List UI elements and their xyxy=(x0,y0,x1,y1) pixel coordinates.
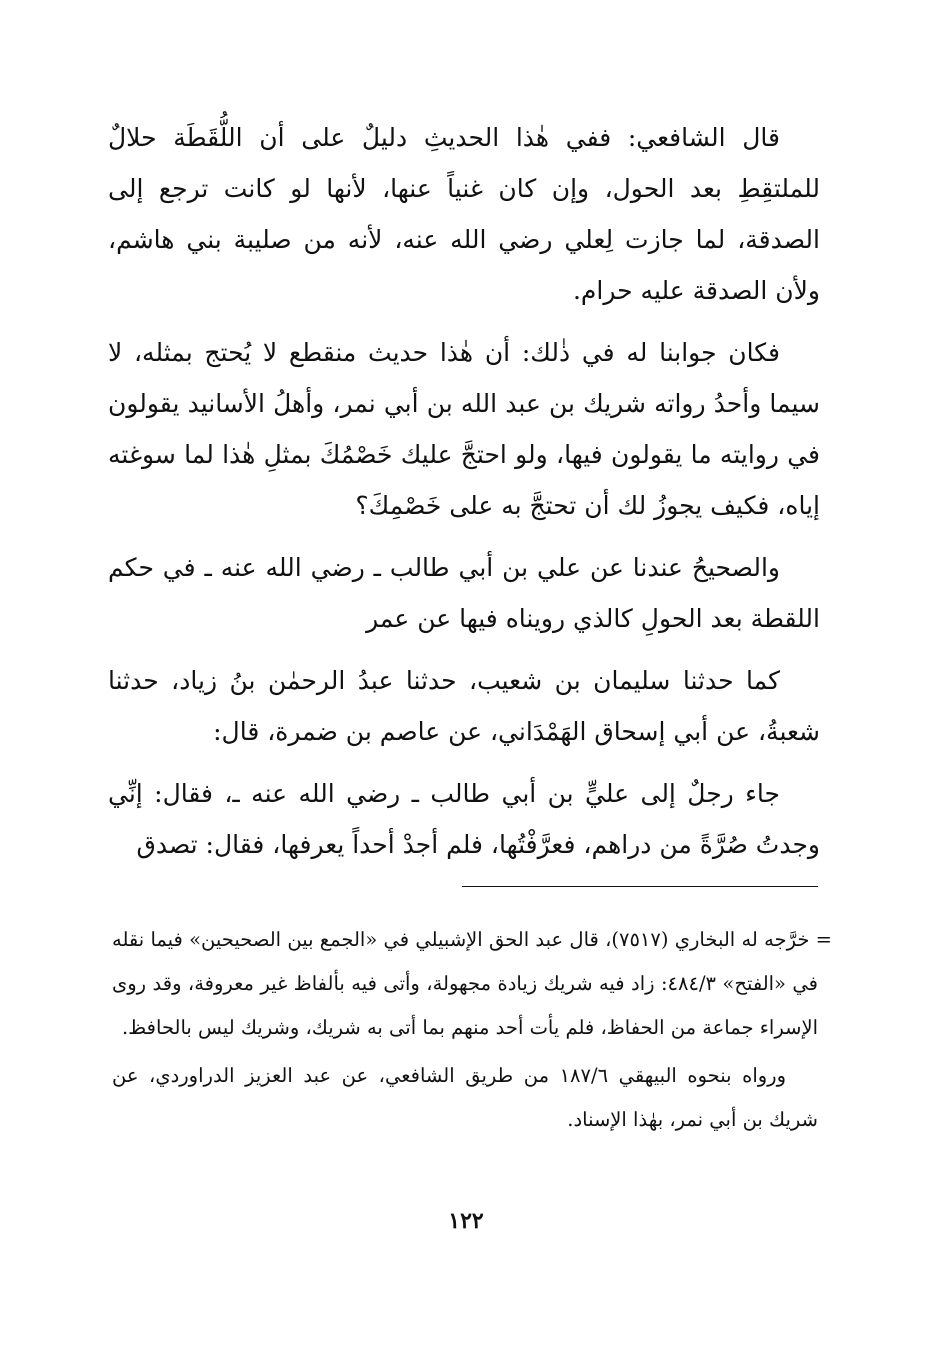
paragraph-response: فكان جوابنا له في ذٰلك: أن هٰذا حديث منقطع لا يُحتج بمثله، لا سيما وأحدُ رواته شريك بن عبد الله بن أبي نمر، وأهلُ الأسانيد يقولون في روايته ما يقولون فيها، ولو احتجَّ عليك خَصْمُكَ بمثلِ هٰذا لما سوغته إياه، فكيف يجوزُ لك أن تحتجَّ به على خَصْمِكَ؟ xyxy=(108,338,820,520)
main-text xyxy=(108,112,820,881)
paragraph-hadith-text: جاء رجلٌ إلى عليٍّ بن أبي طالب ـ رضي الله عنه ـ، فقال: إنِّي وجدتُ صُرَّةً من دراهم، فعرَّفْتُها، فلم أجدْ أحداً يعرفها، فقال: تصدق xyxy=(108,779,820,859)
paragraph-isnad: كما حدثنا سليمان بن شعيب، حدثنا عبدُ الرحمٰن بنُ زياد، حدثنا شعبةُ، عن أبي إسحاق الهَمْدَاني، عن عاصم بن ضمرة، قال: xyxy=(108,666,820,746)
footnotes xyxy=(112,918,832,1146)
page-number: ١٢٢ xyxy=(448,1208,484,1234)
footnote-separator xyxy=(462,886,818,887)
paragraph-shafii-opinion: قال الشافعي: ففي هٰذا الحديثِ دليلٌ على أن اللُّقَطَة حلالٌ للملتقِطِ بعد الحول، وإن كان غنياً عنها، لأنها لو كانت ترجع إلى الصدقة، لما جازت لِعلي رضي الله عنه، لأنه من صليبة بني هاشم، ولأن الصدقة عليه حرام. xyxy=(108,123,820,305)
footnote-bayhaqi: ورواه بنحوه البيهقي ١٨٧/٦ من طريق الشافعي، عن عبد العزيز الدراوردي، عن شريك بن أبي نمر، بهٰذا الإسناد. xyxy=(112,1064,818,1131)
paragraph-correct-view: والصحيحُ عندنا عن علي بن أبي طالب ـ رضي الله عنه ـ في حكم اللقطة بعد الحولِ كالذي رويناه فيها عن عمر xyxy=(108,553,820,633)
footnote-continued: = خرَّجه له البخاري (٧٥١٧)، قال عبد الحق الإشبيلي في «الجمع بين الصحيحين» فيما نقله في «الفتح» ٤٨٤/٣: زاد فيه شريك زيادة مجهولة، وأتى فيه بألفاظ غير معروفة، وقد روى الإسراء جماعة من الحفاظ، فلم يأت أحد منهم بما أتى به شريك، وشريك ليس بالحافظ. xyxy=(112,928,832,1039)
